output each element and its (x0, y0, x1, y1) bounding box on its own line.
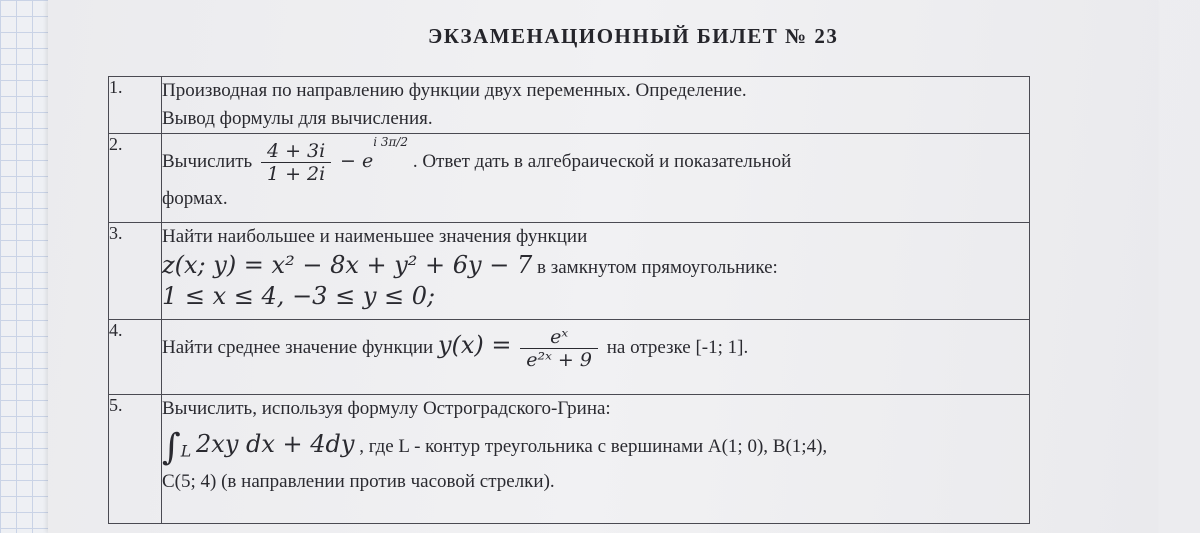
questions-table (108, 76, 1030, 524)
question-row-5 (109, 395, 1030, 524)
question-line: формах. (162, 188, 228, 209)
complex-fraction (261, 140, 331, 185)
domain-inequality: 1 ≤ x ≤ 4, −3 ≤ y ≤ 0; (162, 282, 436, 310)
function-formula: z(x; y) = x² − 8x + y² + 6y − 7 (162, 251, 533, 279)
question-row-4 (109, 320, 1030, 395)
ticket-title: ЭКЗАМЕНАЦИОННЫЙ БИЛЕТ № 23 (428, 24, 839, 48)
formula-suffix: в замкнутом прямоугольнике: (537, 257, 778, 278)
integral-sign: ∫ (162, 427, 181, 468)
question-text (162, 77, 1030, 134)
question-text (162, 395, 1030, 524)
question-line: Производная по направлению функции двух переменных. Определение. (162, 80, 747, 101)
exponent: i 3π/2 (373, 134, 409, 149)
exponential-term: − e (339, 149, 374, 172)
function-fraction (520, 326, 598, 371)
question-text (162, 320, 1030, 395)
fraction-numerator: eˣ (520, 326, 598, 349)
question-row-3 (109, 223, 1030, 320)
integrand: 2xy dx + 4dy (196, 429, 355, 458)
question-number: 5. (109, 395, 162, 524)
fraction-denominator: 1 + 2i (266, 163, 326, 185)
question-line: Найти наибольшее и наименьшее значения функции (162, 226, 588, 247)
function-lhs: y(x) = (437, 330, 512, 359)
question-number: 1. (109, 77, 162, 134)
question-suffix: . Ответ дать в алгебраической и показательной (412, 150, 792, 172)
question-text (162, 134, 1030, 223)
question-row-1 (109, 77, 1030, 134)
fraction-denominator: e²ˣ + 9 (526, 349, 592, 371)
question-text (162, 223, 1030, 320)
question-suffix: на отрезке [-1; 1]. (606, 336, 749, 358)
question-prefix: Найти среднее значение функции (162, 336, 434, 358)
integral-contour: L (180, 441, 192, 461)
question-row-2 (109, 134, 1030, 223)
question-line: Вычислить, используя формулу Остроградского-Грина: (162, 398, 611, 419)
question-prefix: Вычислить (162, 150, 253, 172)
question-where: , где L - контур треугольника с вершинами A(1; 0), B(1;4), (359, 435, 828, 457)
question-number: 4. (109, 320, 162, 395)
fraction-numerator: 4 + 3i (261, 140, 331, 163)
question-line: Вывод формулы для вычисления. (162, 108, 433, 129)
question-number: 2. (109, 134, 162, 223)
question-line: C(5; 4) (в направлении против часовой стрелки). (162, 471, 555, 492)
question-number: 3. (109, 223, 162, 320)
